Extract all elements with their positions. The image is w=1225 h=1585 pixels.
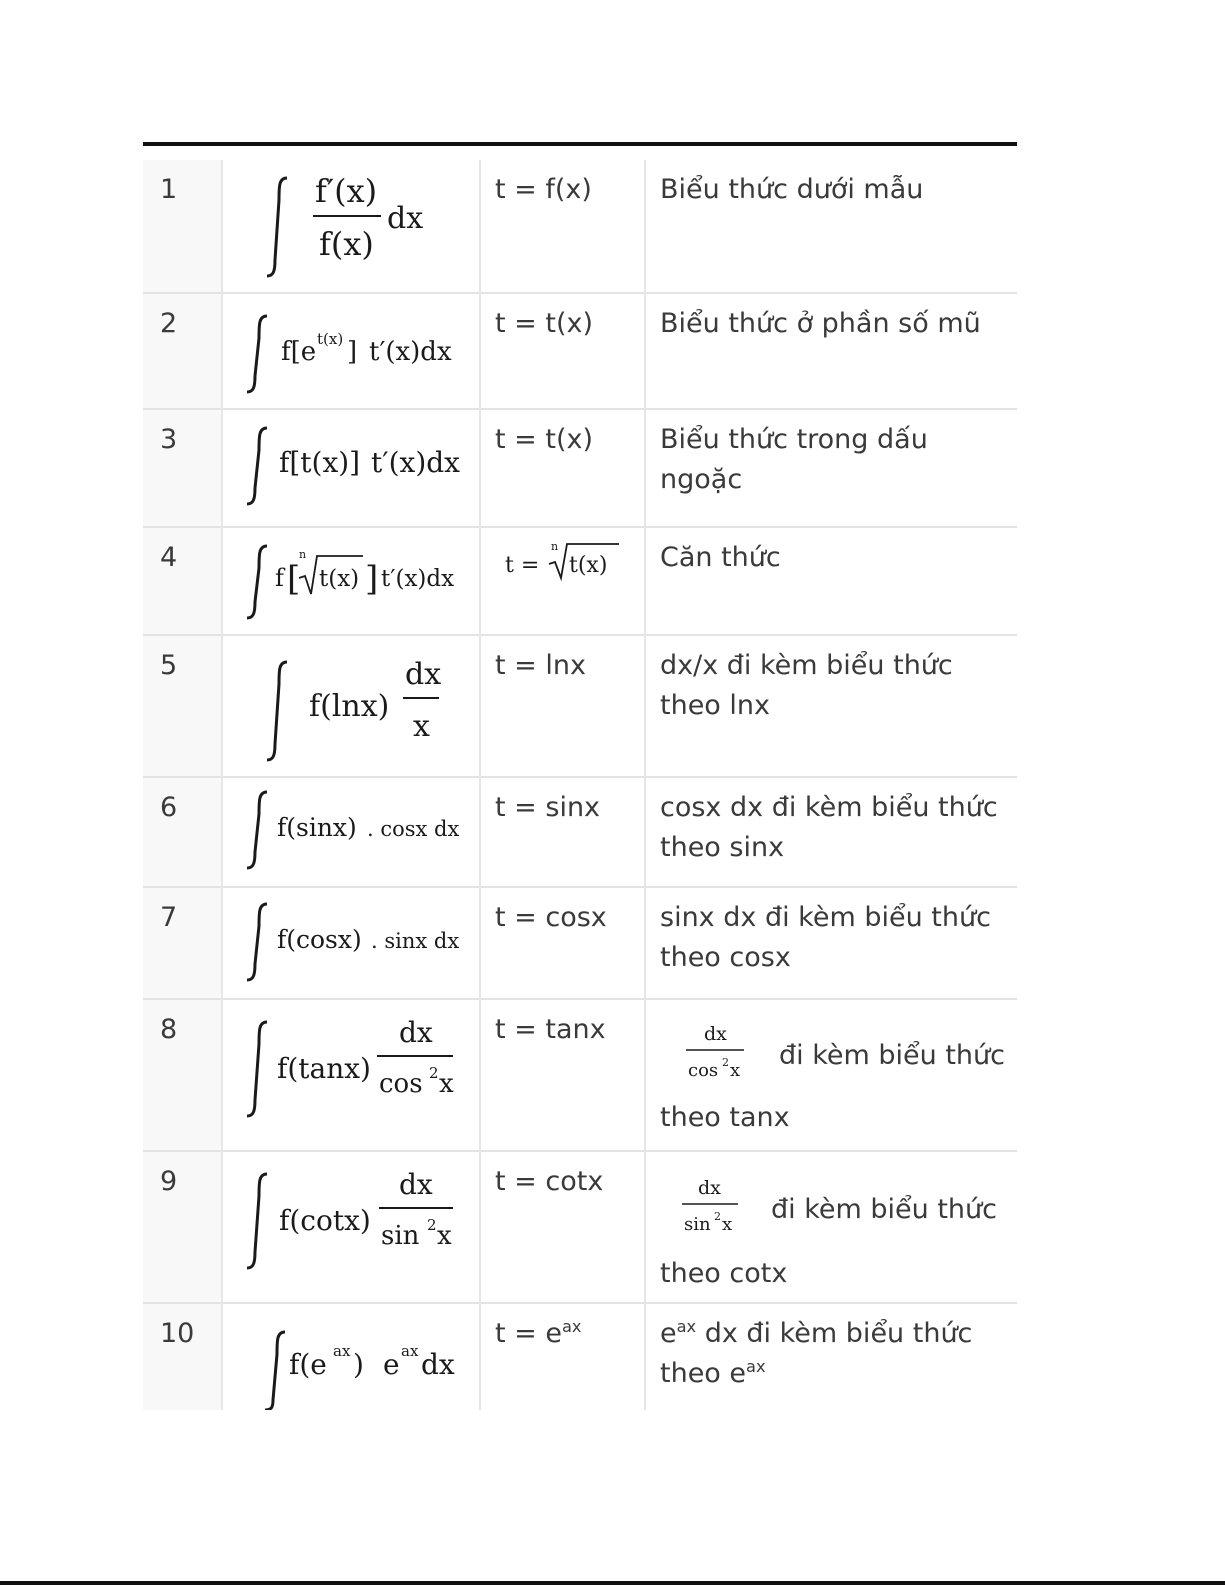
note: Căn thức (660, 542, 781, 573)
integral-f-cotx (223, 1152, 479, 1302)
svg-text:e: e (383, 1348, 400, 1381)
note-line2: theo tanx (660, 1102, 790, 1133)
table-row (143, 888, 1017, 998)
svg-text:t(x): t(x) (317, 330, 344, 348)
svg-text:t(x): t(x) (569, 553, 608, 578)
note (646, 1152, 1017, 1302)
formula-cell (223, 888, 479, 998)
svg-text:f(e: f(e (289, 1348, 327, 1381)
svg-text:x: x (730, 1060, 741, 1081)
svg-text:. sinx dx: . sinx dx (371, 929, 460, 953)
integral-f-eax (223, 1304, 479, 1410)
svg-text:f(sinx): f(sinx) (277, 813, 357, 842)
substitution: t = t(x) (495, 424, 594, 455)
svg-text:f[e: f[e (281, 337, 317, 367)
svg-text:[: [ (287, 559, 301, 599)
substitution: t = cotx (495, 1166, 604, 1197)
svg-text:x: x (413, 709, 430, 744)
svg-text:f(lnx): f(lnx) (309, 689, 390, 724)
svg-text:dx: dx (387, 201, 424, 236)
svg-text:x: x (722, 1214, 733, 1235)
table-row (143, 1000, 1017, 1150)
svg-text:): ) (353, 1348, 364, 1381)
svg-text:dx: dx (698, 1177, 721, 1199)
svg-text:dx: dx (405, 657, 442, 692)
note: sinx dx đi kèm biểu thức theo cosx (660, 902, 991, 973)
note: cosx dx đi kèm biểu thức theo sinx (660, 792, 998, 863)
formula-cell (223, 1304, 479, 1410)
svg-text:dx: dx (399, 1016, 433, 1049)
row-number: 4 (160, 542, 178, 573)
table-row (143, 1152, 1017, 1302)
note: dx/x đi kèm biểu thức theo lnx (660, 650, 953, 721)
formula-cell (223, 160, 479, 292)
note-suffix: đi kèm biểu thức (771, 1194, 997, 1225)
svg-text:cos: cos (688, 1060, 719, 1081)
root-substitution (481, 528, 644, 634)
row-number: 5 (160, 650, 178, 681)
formula-cell (223, 528, 479, 634)
svg-text:t′(x)dx: t′(x)dx (381, 566, 455, 592)
svg-text:]: ] (365, 559, 379, 599)
svg-text:f(cosx): f(cosx) (277, 925, 362, 954)
svg-text:ax: ax (401, 1342, 419, 1360)
svg-text:f(cotx): f(cotx) (279, 1204, 371, 1237)
integral-f-exp-t (223, 294, 479, 408)
svg-text:sin: sin (684, 1214, 711, 1235)
dx-over-cos2x (682, 1018, 752, 1084)
row-number: 1 (160, 174, 178, 205)
integral-f-lnx (223, 636, 479, 776)
formula-cell (223, 410, 479, 526)
svg-text:ax: ax (333, 1342, 351, 1360)
substitution: t = sinx (495, 792, 601, 823)
svg-text:sin: sin (381, 1221, 420, 1251)
svg-text:f′(x): f′(x) (315, 172, 378, 210)
row-number: 8 (160, 1014, 178, 1045)
note-line2: theo cotx (660, 1258, 788, 1289)
integral-f-cosx (223, 888, 479, 998)
integral-fprime-over-f (223, 160, 479, 292)
note-suffix: đi kèm biểu thức (779, 1040, 1005, 1071)
row-number: 9 (160, 1166, 178, 1197)
row-number: 7 (160, 902, 178, 933)
column-divider (479, 160, 481, 1410)
integral-f-of-t (223, 410, 479, 526)
table-row (143, 528, 1017, 634)
svg-text:n: n (551, 540, 559, 553)
svg-text:t(x): t(x) (319, 566, 360, 592)
note: Biểu thức ở phần số mũ (660, 308, 981, 339)
note: Biểu thức trong dấu ngoặc (660, 424, 928, 495)
substitution: $t = e^{ax}$ (495, 1317, 582, 1349)
svg-text:t′(x)dx: t′(x)dx (371, 446, 460, 479)
row-number: 2 (160, 308, 178, 339)
substitution: t = cosx (495, 902, 607, 933)
formula-cell (223, 1152, 479, 1302)
top-rule (143, 142, 1017, 146)
svg-text:2: 2 (714, 1210, 721, 1223)
svg-text:2: 2 (427, 1216, 437, 1234)
table-row (143, 636, 1017, 776)
formula-cell (223, 778, 479, 886)
svg-text:f: f (275, 564, 284, 592)
table-row (143, 778, 1017, 886)
column-divider (644, 160, 646, 1410)
row-number: 3 (160, 424, 178, 455)
table-row (143, 410, 1017, 526)
svg-text:x: x (437, 1221, 452, 1251)
svg-text:t =: t = (505, 553, 540, 578)
table-row (143, 294, 1017, 408)
svg-text:dx: dx (421, 1348, 455, 1381)
formula-cell (223, 636, 479, 776)
note (646, 1000, 1017, 1150)
svg-text:f(tanx): f(tanx) (277, 1052, 371, 1085)
substitution: t = tanx (495, 1014, 606, 1045)
bottom-rule (0, 1581, 1225, 1585)
svg-text:n: n (299, 548, 307, 561)
note: $e^{ax}$ dx đi kèm biểu thức theo $e^{ax}$ (660, 1317, 973, 1389)
integral-f-root-t (223, 528, 479, 634)
svg-text:t′(x)dx: t′(x)dx (369, 337, 452, 367)
formula-cell (223, 294, 479, 408)
svg-text:cos: cos (379, 1069, 423, 1099)
note: Biểu thức dưới mẫu (660, 174, 924, 205)
svg-text:dx: dx (704, 1023, 727, 1045)
integral-f-tanx (223, 1000, 479, 1150)
substitution: t = lnx (495, 650, 586, 681)
svg-text:2: 2 (429, 1064, 439, 1082)
integral-f-sinx (223, 778, 479, 886)
row-number: 10 (160, 1318, 195, 1349)
svg-text:x: x (439, 1069, 454, 1099)
substitution-table (143, 160, 1017, 1410)
svg-text:2: 2 (722, 1056, 729, 1069)
table-row (143, 1304, 1017, 1410)
table-row (143, 160, 1017, 292)
formula-cell (223, 1000, 479, 1150)
substitution: t = t(x) (495, 308, 594, 339)
svg-text:dx: dx (399, 1168, 433, 1201)
svg-text:. cosx dx: . cosx dx (367, 817, 460, 841)
formula-cell (481, 528, 644, 634)
column-divider (221, 160, 223, 1410)
svg-text:]: ] (347, 337, 358, 367)
dx-over-sin2x (676, 1172, 746, 1238)
substitution: t = f(x) (495, 174, 592, 205)
svg-text:f(x): f(x) (319, 225, 374, 263)
row-number: 6 (160, 792, 178, 823)
svg-text:f[t(x)]: f[t(x)] (279, 446, 361, 479)
